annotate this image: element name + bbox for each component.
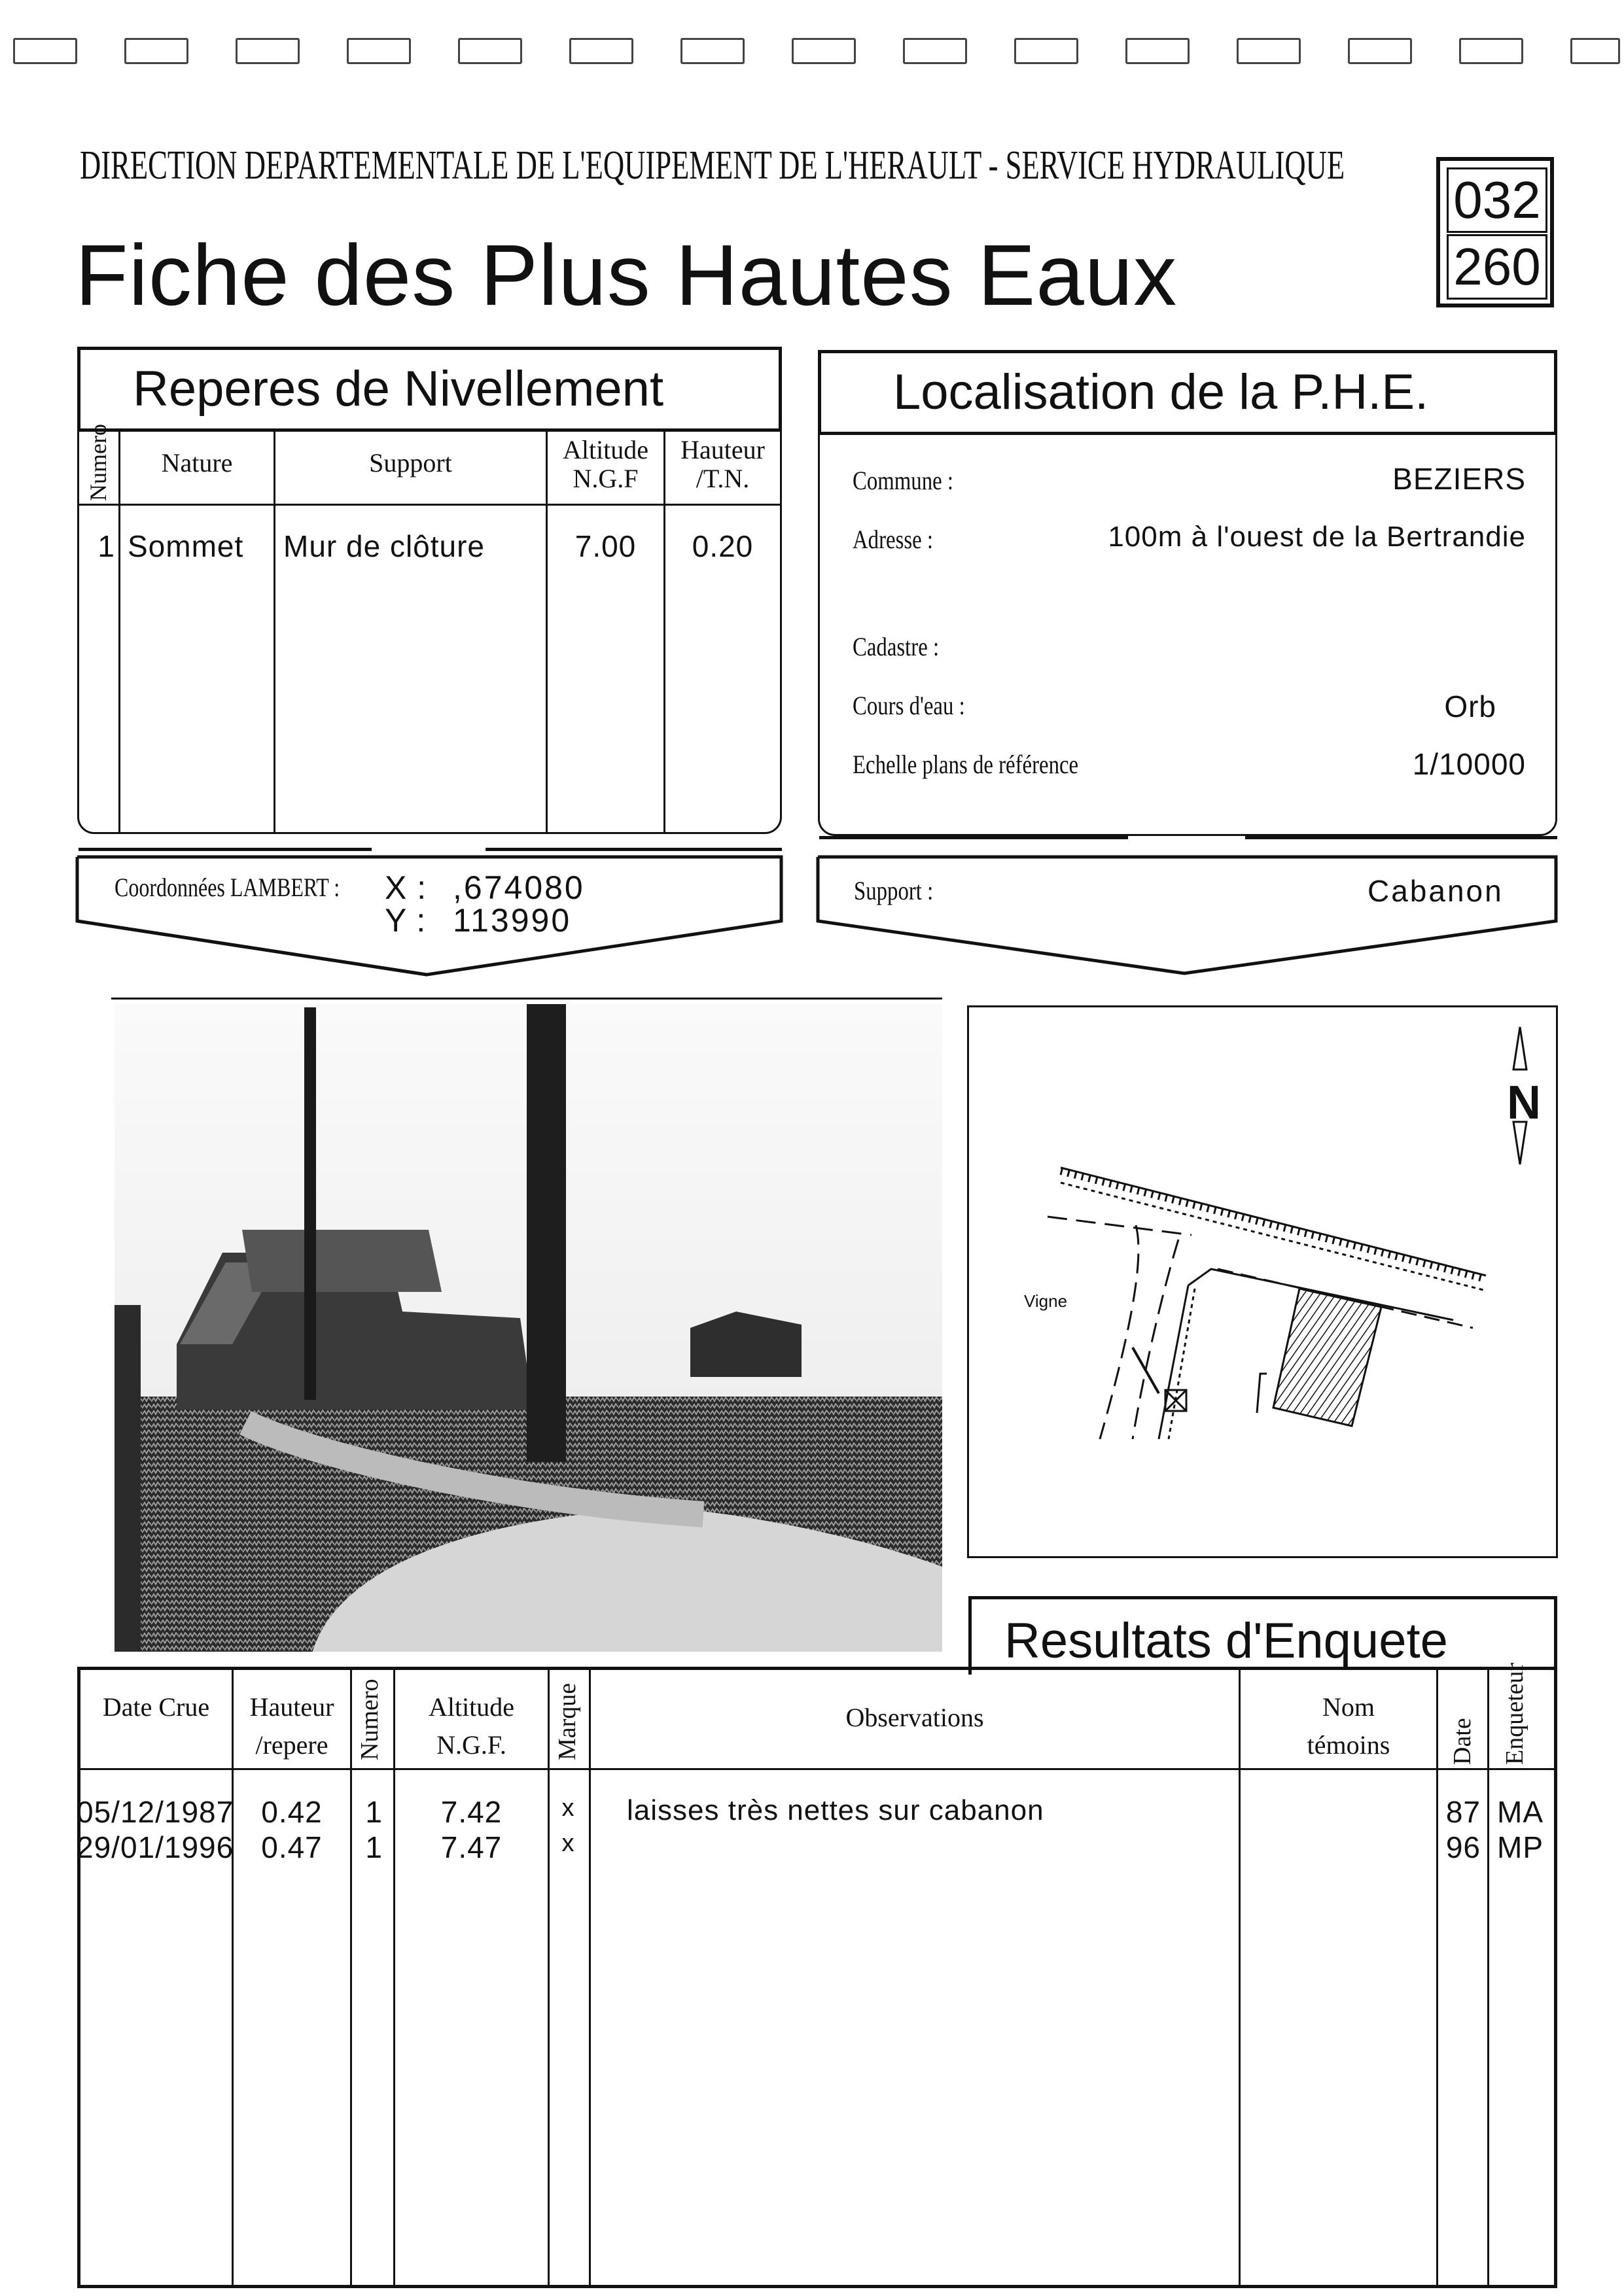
plan-drawing <box>969 1007 1556 1556</box>
lambert-y-value: 113990 <box>453 902 572 939</box>
echelle-label: Echelle plans de référence <box>853 750 1079 779</box>
reperes-table: Numero Nature Support Altitude N.G.F Hauteur /T.N. 1 Sommet Mur de clôture 7.00 0.20 <box>77 428 782 834</box>
col-hauteur: Hauteur /T.N. <box>680 435 765 493</box>
col-nature: Nature <box>161 448 233 478</box>
support-arrow-frame <box>811 848 1564 985</box>
echelle-value: 1/10000 <box>1412 747 1526 781</box>
vigne-label: Vigne <box>1024 1291 1068 1311</box>
localisation-heading-box <box>818 350 1557 435</box>
site-photo <box>115 1004 942 1652</box>
col-date-crue: Date Crue <box>102 1692 210 1722</box>
fiche-code-top: 032 <box>1447 167 1547 233</box>
lambert-arrow-frame <box>72 850 792 981</box>
lambert-x-value: ,674080 <box>453 869 585 906</box>
localisation-heading: Localisation de la P.H.E. <box>893 364 1429 420</box>
lambert-label: Coordonnées LAMBERT : <box>115 873 340 902</box>
location-plan <box>967 1005 1558 1558</box>
col-altitude: Altitude N.G.F. <box>428 1692 515 1760</box>
col-nom-temoins: Nom témoins <box>1307 1692 1390 1760</box>
col-enqueteur: Enqueteur <box>1501 1662 1528 1765</box>
col-observations: Observations <box>845 1703 984 1732</box>
col-support: Support <box>369 448 452 478</box>
resultats-heading-box <box>968 1596 1557 1675</box>
col-date: Date <box>1449 1718 1476 1765</box>
col-altitude: Altitude N.G.F <box>562 435 649 493</box>
col-numero: Numero <box>85 424 111 501</box>
support-value: Cabanon <box>1368 874 1504 908</box>
commune-value: BEZIERS <box>1392 462 1526 496</box>
lambert-x-label: X : <box>385 869 427 906</box>
cadastre-label: Cadastre : <box>853 632 940 661</box>
cours-eau-value: Orb <box>1444 689 1496 723</box>
support-label: Support : <box>854 876 934 905</box>
col-numero: Numero <box>356 1679 383 1760</box>
resultats-table: Date Crue Hauteur /repere Numero Altitude N.G.F. Marque Observations Nom témoins Date Enqueteur 05/12/1987 0.42 1 7.42 x laisses très nettes sur cabanon 87 MA 29/01/1996 0.47 1 7.47 x 96 MP <box>77 1667 1557 2288</box>
north-label: N <box>1507 1077 1541 1129</box>
adresse-label: Adresse : <box>853 525 933 554</box>
col-marque: Marque <box>554 1682 581 1760</box>
reperes-heading: Reperes de Nivellement <box>133 361 664 417</box>
col-hauteur-repere: Hauteur /repere <box>249 1692 334 1760</box>
direction-header: DIRECTION DEPARTEMENTALE DE L'EQUIPEMENT DE L'HERAULT - SERVICE HYDRAULIQUE <box>80 143 1345 188</box>
reperes-heading-box <box>77 347 782 432</box>
lambert-y-label: Y : <box>385 902 427 939</box>
commune-label: Commune : <box>853 466 953 495</box>
page-title: Fiche des Plus Hautes Eaux <box>75 227 1178 323</box>
fiche-code-box <box>1436 157 1554 307</box>
localisation-panel <box>818 432 1557 836</box>
resultats-heading: Resultats d'Enquete <box>1004 1613 1448 1669</box>
adresse-value: 100m à l'ouest de la Bertrandie <box>1108 521 1526 553</box>
fiche-code-bottom: 260 <box>1447 234 1547 300</box>
cours-eau-label: Cours d'eau : <box>853 691 965 720</box>
